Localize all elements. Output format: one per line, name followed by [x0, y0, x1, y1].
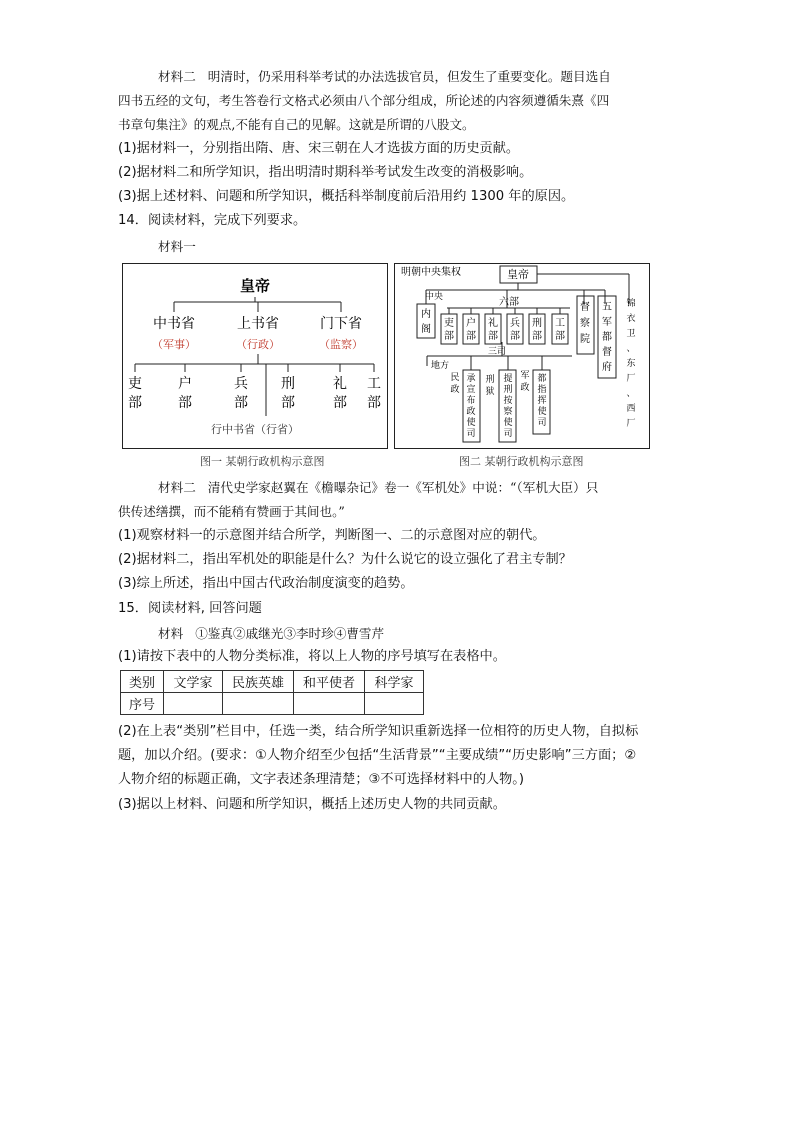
q14-mat2-line-1: 材料二 清代史学家赵翼在《檐曝杂记》卷一《军机处》中说：“（军机大臣）只 — [158, 480, 599, 495]
fig2-junzheng: 政 — [520, 383, 530, 393]
answer-cell-scientist[interactable] — [365, 693, 424, 715]
fig1-ministry-char: 兵 — [234, 376, 248, 392]
fig1-province-menxia: 门下省 — [320, 316, 362, 332]
q15-item-1: (1)请按下表中的人物分类标准，将以上人物的序号填写在表格中。 — [118, 649, 506, 664]
fig2-jinyiwei: 锦 — [626, 299, 636, 309]
q15-item-2-line-3: 人物介绍的标题正确，文字表述条理清楚；③不可选择材料中的人物。) — [118, 772, 524, 787]
fig2-jinyiwei: 厂 — [626, 419, 636, 429]
fig2-local: 地方 — [431, 361, 450, 371]
fig2-ministry: 兵 — [510, 318, 520, 329]
fig1-ministry-char: 部 — [367, 395, 381, 411]
fig1-ministry-char: 户 — [178, 376, 192, 392]
fig2-jinyiwei: 厂 — [626, 374, 636, 384]
fig2-neige: 阁 — [421, 324, 431, 335]
fig2-duchayuan: 院 — [580, 334, 590, 345]
fig2-wujun: 五 — [602, 302, 612, 313]
fig2-emperor: 皇帝 — [507, 268, 529, 281]
fig2-jinyiwei: 、 — [626, 389, 636, 399]
table-cell: 文学家 — [164, 671, 223, 693]
fig1-province-zhongshu: 中书省 — [153, 316, 195, 332]
fig2-provincial-office: 承 — [466, 374, 476, 384]
fig2-jinyiwei: 卫 — [626, 329, 636, 339]
fig1-ministry-char: 吏 — [128, 376, 142, 392]
figure-1 — [122, 263, 388, 449]
q15-item-2-line-2: 题，加以介绍。(要求：①人物介绍至少包括“生活背景”“主要成绩”“历史影响”三方面；② — [118, 748, 637, 763]
fig2-provincial-office: 挥 — [537, 396, 547, 406]
fig2-xingyu: 狱 — [485, 387, 495, 397]
table-cell: 和平使者 — [294, 671, 365, 693]
fig2-duchayuan: 督 — [580, 302, 590, 313]
mat2-line-2: 四书五经的文句，考生答卷行文格式必须由八个部分组成，所论述的内容须遵循朱熹《四 — [118, 93, 610, 108]
table-row — [121, 693, 424, 715]
fig2-neige: 内 — [421, 309, 431, 320]
q14-item-2: (2)据材料二，指出军机处的职能是什么？为什么说它的设立强化了君主专制？ — [118, 552, 572, 567]
fig2-provincial-office: 政 — [466, 407, 476, 417]
fig2-jinyiwei: 西 — [626, 404, 636, 414]
table-cell: 序号 — [121, 693, 164, 715]
fig2-provincial-office: 提 — [503, 374, 513, 384]
fig2-ministry: 部 — [532, 331, 542, 342]
fig2-provincial-office: 使 — [537, 407, 547, 417]
q13-item-2: (2)据材料二和所学知识，指出明清时期科举考试发生改变的消极影响。 — [118, 165, 533, 180]
fig2-central: 中央 — [425, 292, 444, 302]
q15-item-3: (3)据以上材料、问题和所学知识，概括上述历史人物的共同贡献。 — [118, 797, 506, 812]
fig1-ministry-char: 部 — [333, 395, 347, 411]
fig2-wujun: 府 — [602, 362, 612, 373]
mat2-label: 材料二 — [158, 69, 196, 84]
figure-2-caption: 图二 某朝行政机构示意图 — [459, 455, 584, 468]
q15-material-label: 材料 — [158, 626, 184, 641]
table-header-row — [121, 671, 424, 693]
fig2-provincial-office: 使 — [466, 418, 476, 428]
fig2-provincial-office: 都 — [537, 374, 547, 384]
q14-item-3: (3)综上所述，指出中国古代政治制度演变的趋势。 — [118, 576, 414, 591]
fig2-provincial-office: 刑 — [503, 385, 513, 395]
q15-material-people: ①鉴真②戚继光③李时珍④曹雪芹 — [195, 626, 385, 641]
q15-title: 15．阅读材料, 回答问题 — [118, 601, 262, 616]
q13-item-1: (1)据材料一，分别指出隋、唐、宋三朝在人才选拔方面的历史贡献。 — [118, 141, 520, 156]
fig2-provincial-office: 布 — [466, 396, 476, 406]
fig1-role-admin: （行政） — [236, 338, 280, 351]
answer-cell-envoy[interactable] — [294, 693, 365, 715]
q14-title: 14．阅读材料，完成下列要求。 — [118, 213, 307, 228]
q14-mat2-line-2: 供传述缮撰，而不能稍有赞画于其间也。” — [118, 504, 345, 519]
fig2-xingyu: 刑 — [485, 375, 495, 385]
fig2-sansi: 三司 — [488, 347, 507, 357]
fig2-six-ministries: 六部 — [499, 297, 519, 308]
fig2-ministry: 吏 — [444, 318, 454, 329]
fig2-provincial-office: 司 — [537, 418, 547, 428]
table-cell: 科学家 — [365, 671, 424, 693]
mat2-line-3: 书章句集注》的观点,不能有自己的见解。这就是所谓的八股文。 — [118, 117, 475, 132]
fig1-local-province: 行中书省（行省） — [211, 423, 299, 436]
fig2-ministry: 刑 — [532, 318, 542, 329]
fig2-jinyiwei: 、 — [626, 344, 636, 354]
fig2-provincial-office: 宣 — [466, 385, 476, 395]
fig1-ministry-char: 部 — [178, 395, 192, 411]
q14-material-1-label: 材料一 — [158, 239, 196, 254]
fig2-minzheng: 民 — [450, 373, 460, 383]
answer-cell-hero[interactable] — [223, 693, 294, 715]
q14-item-1: (1)观察材料一的示意图并结合所学，判断图一、二的示意图对应的朝代。 — [118, 528, 546, 543]
fig2-title: 明朝中央集权 — [401, 267, 461, 278]
fig2-provincial-office: 司 — [466, 429, 476, 439]
table-cell: 类别 — [121, 671, 164, 693]
fig2-ministry: 工 — [555, 318, 565, 329]
fig1-ministry-char: 部 — [234, 395, 248, 411]
classification-table — [120, 670, 424, 715]
fig1-role-military: （军事） — [152, 338, 196, 351]
fig2-junzheng: 军 — [520, 371, 530, 381]
fig2-ministry: 礼 — [488, 318, 498, 329]
q14-mat2-label: 材料二 — [158, 480, 196, 495]
fig2-provincial-office: 指 — [537, 385, 547, 395]
fig1-ministry-char: 部 — [128, 395, 142, 411]
answer-cell-writer[interactable] — [164, 693, 223, 715]
fig2-ministry: 户 — [466, 318, 476, 329]
fig1-ministry-char: 部 — [281, 395, 295, 411]
fig1-ministry-char: 刑 — [281, 376, 295, 392]
figure-1-caption: 图一 某朝行政机构示意图 — [200, 455, 325, 468]
fig1-emperor: 皇帝 — [239, 277, 271, 295]
fig2-wujun: 督 — [602, 347, 612, 358]
fig2-provincial-office: 司 — [503, 429, 513, 439]
figure-2 — [394, 263, 650, 449]
fig1-role-supervision: （监察） — [319, 338, 363, 351]
q13-item-3: (3)据上述材料、问题和所学知识，概括科举制度前后沿用约 1300 年的原因。 — [118, 189, 575, 204]
fig2-provincial-office: 按 — [503, 396, 513, 406]
q15-item-2-line-1: (2)在上表“类别”栏目中，任选一类，结合所学知识重新选择一位相符的历史人物，自拟标 — [118, 724, 639, 739]
fig2-provincial-office: 使 — [503, 418, 513, 428]
fig2-jinyiwei: 衣 — [626, 314, 636, 324]
fig2-ministry: 部 — [488, 331, 498, 342]
table-cell: 民族英雄 — [223, 671, 294, 693]
fig1-province-shangshu: 上书省 — [237, 316, 279, 332]
mat2-line-1: 材料二 明清时，仍采用科举考试的办法选拔官员，但发生了重要变化。题目选自 — [158, 69, 611, 84]
fig2-jinyiwei: 东 — [626, 359, 636, 369]
fig2-ministry: 部 — [466, 331, 476, 342]
fig2-duchayuan: 察 — [580, 318, 590, 329]
q15-material — [158, 623, 678, 645]
fig2-wujun: 军 — [602, 317, 612, 328]
fig2-ministry: 部 — [555, 331, 565, 342]
fig2-wujun: 都 — [602, 332, 612, 343]
fig2-ministry: 部 — [510, 331, 520, 342]
fig2-ministry: 部 — [444, 331, 454, 342]
fig2-provincial-office: 察 — [503, 407, 513, 417]
fig2-minzheng: 政 — [450, 385, 460, 395]
fig1-ministry-char: 工 — [367, 376, 381, 392]
fig1-ministry-char: 礼 — [333, 376, 347, 392]
